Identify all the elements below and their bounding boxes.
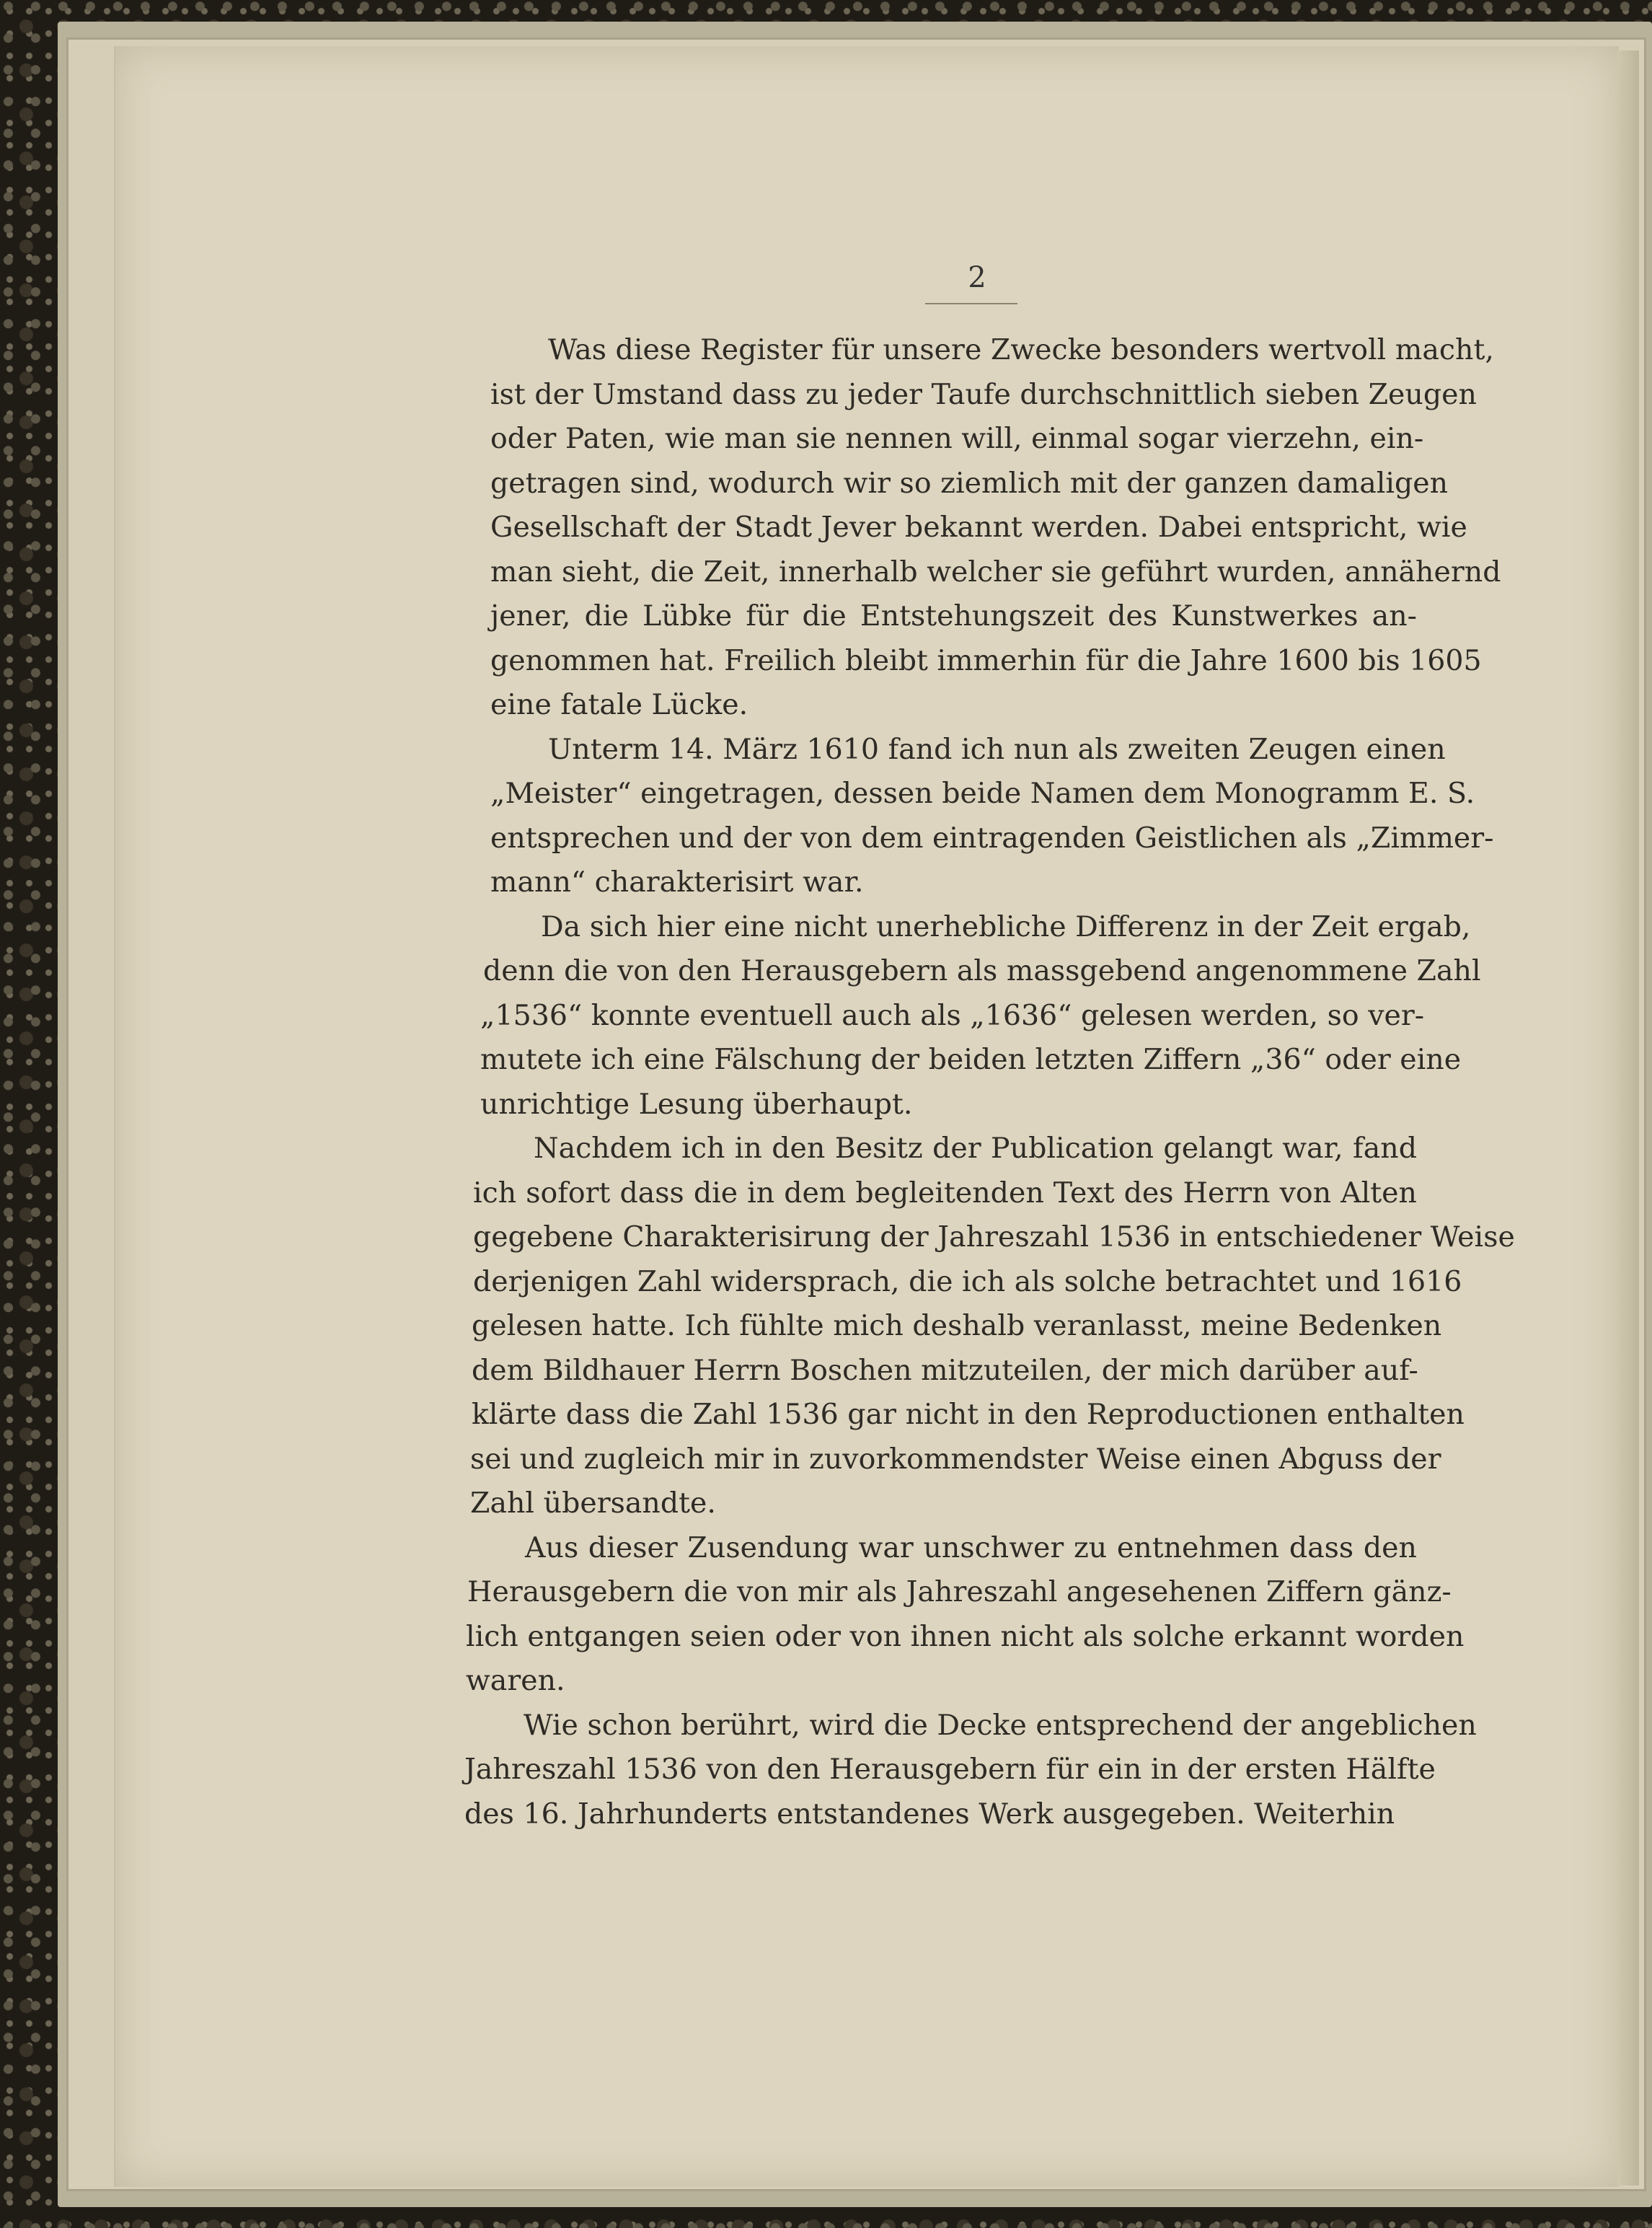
paragraph	[490, 728, 1494, 905]
text-line: gelesen hatte. Ich fühlte mich deshalb veranlasst, meine Bedenken	[472, 1309, 1442, 1342]
text-line: Da sich hier eine nicht unerhebliche Differenz in der Zeit ergab,	[541, 910, 1471, 943]
text-line: oder Paten, wie man sie nennen will, einmal sogar vierzehn, ein-	[490, 422, 1424, 455]
paragraph	[490, 328, 1501, 728]
text-line: denn die von den Herausgebern als massgebend angenommene Zahl	[483, 954, 1481, 987]
text-line: gegebene Charakterisirung der Jahreszahl 1536 in entschiedener Weise	[473, 1220, 1515, 1254]
text-line: man sieht, die Zeit, innerhalb welcher sie geführt wurden, annähernd	[490, 555, 1501, 589]
text-line: des 16. Jahrhunderts entstandenes Werk ausgegeben. Weiterhin	[464, 1797, 1395, 1831]
text-line: lich entgangen seien oder von ihnen nicht als solche erkannt worden	[466, 1619, 1465, 1653]
text-line: ist der Umstand dass zu jeder Taufe durchschnittlich sieben Zeugen	[490, 377, 1477, 411]
text-line: Nachdem ich in den Besitz der Publication gelangt war, fand	[534, 1132, 1417, 1165]
body-text	[464, 328, 1515, 1836]
paragraph	[470, 1127, 1515, 1526]
page-number-rule	[925, 303, 1017, 304]
text-line: Was diese Register für unsere Zwecke besonders wertvoll macht,	[548, 333, 1494, 366]
text-line: Herausgebern die von mir als Jahreszahl angesehenen Ziffern gänz-	[467, 1575, 1452, 1608]
text-line: Unterm 14. März 1610 fand ich nun als zweiten Zeugen einen	[548, 732, 1446, 766]
text-line: Jahreszahl 1536 von den Herausgebern für ein in der ersten Hälfte	[464, 1753, 1436, 1786]
text-line: eine fatale Lücke.	[490, 688, 748, 721]
text-line: jener, die Lübke für die Entstehungszeit des Kunstwerkes an-	[490, 599, 1417, 633]
text-line: „Meister“ eingetragen, dessen beide Namen dem Monogramm E. S.	[490, 777, 1475, 810]
text-line: waren.	[466, 1664, 565, 1697]
text-line: Gesellschaft der Stadt Jever bekannt werden. Dabei entspricht, wie	[490, 511, 1467, 544]
text-line: Aus dieser Zusendung war unschwer zu entnehmen dass den	[525, 1531, 1417, 1564]
text-line: derjenigen Zahl widersprach, die ich als solche betrachtet und 1616	[473, 1264, 1462, 1298]
text-line: Zahl übersandte.	[470, 1487, 716, 1520]
text-line: sei und zugleich mir in zuvorkommendster Weise einen Abguss der	[470, 1442, 1441, 1476]
text-line: ich sofort dass die in dem begleitenden Text des Herrn von Alten	[473, 1176, 1417, 1210]
text-line: mann“ charakterisirt war.	[490, 866, 864, 899]
text-line: genommen hat. Freilich bleibt immerhin für die Jahre 1600 bis 1605	[490, 643, 1482, 677]
text-line: „1536“ konnte eventuell auch als „1636“ gelesen werden, so ver-	[480, 998, 1425, 1032]
text-line: dem Bildhauer Herrn Boschen mitzuteilen, der mich darüber auf-	[472, 1353, 1418, 1387]
page-number: 2	[968, 261, 986, 294]
text-line: unrichtige Lesung überhaupt.	[480, 1087, 913, 1121]
page-fore-edge	[1617, 50, 1639, 2185]
text-line: Wie schon berührt, wird die Decke entsprechend der angeblichen	[524, 1708, 1477, 1742]
text-line: klärte dass die Zahl 1536 gar nicht in den Reproductionen enthalten	[472, 1398, 1465, 1431]
text-line: getragen sind, wodurch wir so ziemlich mit der ganzen damaligen	[490, 466, 1449, 500]
paragraph	[464, 1704, 1477, 1837]
text-line: entsprechen und der von dem eintragenden Geistlichen als „Zimmer-	[490, 821, 1494, 855]
paragraph	[466, 1526, 1465, 1704]
text-line: mutete ich eine Fälschung der beiden letzten Ziffern „36“ oder eine	[480, 1043, 1462, 1076]
paragraph	[480, 905, 1481, 1127]
